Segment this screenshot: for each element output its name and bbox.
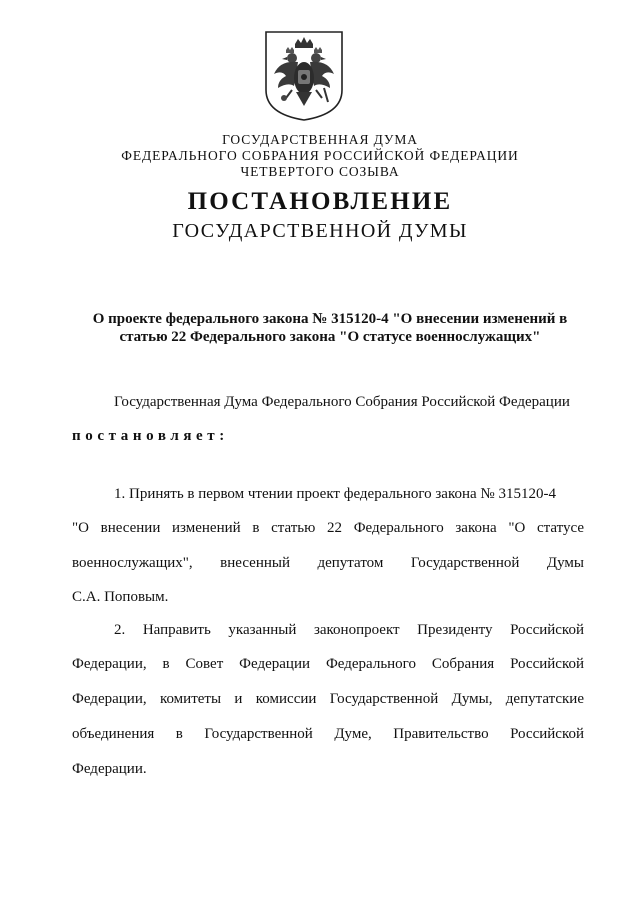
item-2-line: Федерации, в Совет Федерации Федерального Собрания Российской xyxy=(72,656,584,672)
russian-coat-of-arms-icon xyxy=(264,30,344,122)
item-2-line: Федерации, комитеты и комиссии Государственной Думы, депутатские xyxy=(72,691,584,707)
document-subject xyxy=(80,310,580,346)
item-1-line: 1. Принять в первом чтении проект федерального закона № 315120-4 xyxy=(114,486,556,502)
subject-line: О проекте федерального закона № 315120-4 "О внесении изменений в xyxy=(92,311,568,327)
preamble-text: Государственная Дума Федерального Собрания Российской Федерации xyxy=(114,394,570,410)
item-1-line: "О внесении изменений в статью 22 Федерального закона "О статусе xyxy=(72,520,584,536)
resolves-word: постановляет: xyxy=(72,428,229,444)
document-issuer: ГОСУДАРСТВЕННОЙ ДУМЫ xyxy=(172,220,468,242)
header-line-convocation: ЧЕТВЕРТОГО СОЗЫВА xyxy=(240,164,400,179)
item-2-line: 2. Направить указанный законопроект Президенту Российской xyxy=(114,622,584,638)
item-2-line: объединения в Государственной Думе, Правительство Российской xyxy=(72,726,584,742)
header-line-state-duma: ГОСУДАРСТВЕННАЯ ДУМА xyxy=(222,132,418,147)
document-type-title: ПОСТАНОВЛЕНИЕ xyxy=(187,188,453,215)
header-line-federal-assembly: ФЕДЕРАЛЬНОГО СОБРАНИЯ РОССИЙСКОЙ ФЕДЕРАЦИИ xyxy=(121,148,519,163)
item-2-line: Федерации. xyxy=(72,761,147,777)
item-1-line: С.А. Поповым. xyxy=(72,589,169,605)
item-1-line: военнослужащих", внесенный депутатом Государственной Думы xyxy=(72,555,584,571)
subject-line: статью 22 Федерального закона "О статусе военнослужащих" xyxy=(119,329,541,345)
